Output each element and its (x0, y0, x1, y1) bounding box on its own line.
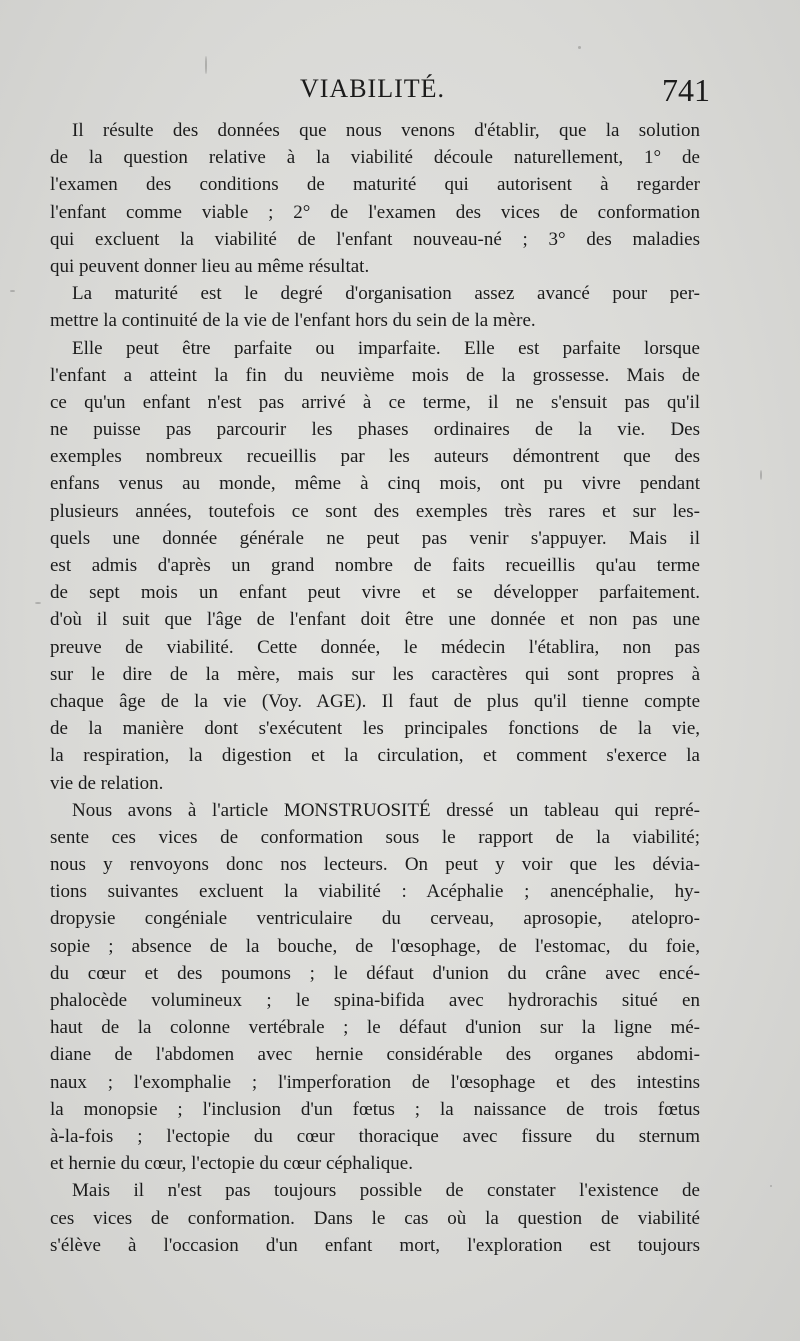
running-head (50, 72, 710, 112)
text-line: de la question relative à la viabilité découle naturellement, 1° de (50, 147, 700, 169)
text-line: sopie ; absence de la bouche, de l'œsophage, de l'estomac, du foie, (50, 935, 700, 957)
text-line: de sept mois un enfant peut vivre et se développer parfaitement. (50, 582, 700, 604)
text-line: à-la-fois ; l'ectopie du cœur thoracique avec fissure du sternum (50, 1125, 700, 1147)
text-line: ce qu'un enfant n'est pas arrivé à ce terme, il ne s'ensuit pas qu'il (50, 391, 700, 413)
text-line: quels une donnée générale ne peut pas venir s'appuyer. Mais il (50, 527, 700, 549)
text-line: du cœur et des poumons ; le défaut d'union du crâne avec encé- (50, 962, 700, 984)
text-line: l'enfant comme viable ; 2° de l'examen des vices de conformation (50, 201, 700, 223)
text-line: preuve de viabilité. Cette donnée, le médecin l'établira, non pas (50, 636, 700, 658)
text-line: tions suivantes excluent la viabilité : Acéphalie ; anencéphalie, hy- (50, 881, 700, 903)
text-line: enfans venus au monde, même à cinq mois, ont pu vivre pendant (50, 473, 700, 495)
text-line: phalocède volumineux ; le spina-bifida avec hydrorachis situé en (50, 990, 700, 1011)
text-line: dropysie congéniale ventriculaire du cerveau, aprosopie, atelopro- (50, 908, 700, 930)
text-line: qui excluent la viabilité de l'enfant nouveau-né ; 3° des maladies (50, 228, 700, 250)
paragraph (50, 335, 700, 797)
text-line: s'élève à l'occasion d'un enfant mort, l'exploration est toujours (50, 1234, 700, 1256)
text-line: nous y renvoyons donc nos lecteurs. On peut y voir que les dévia- (50, 854, 700, 876)
text-line: exemples nombreux recueillis par les auteurs démontrent que des (50, 446, 700, 468)
text-line: Nous avons à l'article MONSTRUOSITÉ dressé un tableau qui repré- (72, 799, 700, 821)
text-line: l'examen des conditions de maturité qui autorisent à regarder (50, 174, 700, 196)
text-line: qui peuvent donner lieu au même résultat. (50, 255, 370, 277)
text-line: vie de relation. (50, 772, 164, 794)
paragraph (50, 280, 700, 334)
text-line: et hernie du cœur, l'ectopie du cœur céphalique. (50, 1153, 413, 1175)
text-line: ne puisse pas parcourir les phases ordinaires de la vie. Des (50, 419, 700, 441)
text-line: plusieurs années, toutefois ce sont des exemples très rares et sur les- (50, 500, 700, 522)
text-line: diane de l'abdomen avec hernie considérable des organes abdomi- (50, 1044, 700, 1066)
text-line: Elle peut être parfaite ou imparfaite. Elle est parfaite lorsque (72, 337, 700, 359)
text-line: sur le dire de la mère, mais sur les caractères qui sont propres à (50, 663, 700, 685)
text-line: est admis d'après un grand nombre de faits recueillis qu'au terme (50, 555, 700, 576)
paper-speck (770, 1185, 772, 1187)
paragraph (50, 117, 700, 280)
paper-speck (578, 46, 581, 49)
text-line: ces vices de conformation. Dans le cas où la question de viabilité (50, 1207, 700, 1229)
paper-speck (760, 470, 762, 480)
running-title: VIABILITÉ. (300, 74, 446, 103)
text-line: l'enfant a atteint la fin du neuvième mois de la grossesse. Mais de (50, 364, 700, 386)
text-line: Il résulte des données que nous venons d'établir, que la solution (72, 120, 700, 141)
paragraph (50, 797, 700, 1178)
paragraph (50, 1177, 700, 1259)
text-line: mettre la continuité de la vie de l'enfant hors du sein de la mère. (50, 310, 536, 332)
text-line: la respiration, la digestion et la circulation, et comment s'exerce la (50, 745, 700, 767)
paper-speck (10, 290, 15, 292)
page-number: 741 (662, 72, 710, 108)
text-line: sente ces vices de conformation sous le rapport de la viabilité; (50, 826, 700, 848)
body-text (50, 117, 700, 1259)
text-line: d'où il suit que l'âge de l'enfant doit être une donnée et non pas une (50, 609, 700, 631)
text-line: haut de la colonne vertébrale ; le défaut d'union sur la ligne mé- (50, 1017, 700, 1039)
paper-speck (205, 56, 207, 74)
paper-speck (35, 602, 41, 604)
text-line: La maturité est le degré d'organisation assez avancé pour per- (72, 283, 700, 305)
text-line: chaque âge de la vie (Voy. AGE). Il faut de plus qu'il tienne compte (50, 690, 700, 712)
text-line: Mais il n'est pas toujours possible de constater l'existence de (72, 1180, 700, 1202)
text-line: la monopsie ; l'inclusion d'un fœtus ; la naissance de trois fœtus (50, 1098, 700, 1120)
text-line: de la manière dont s'exécutent les principales fonctions de la vie, (50, 718, 700, 740)
text-line: naux ; l'exomphalie ; l'imperforation de l'œsophage et des intestins (50, 1071, 700, 1093)
